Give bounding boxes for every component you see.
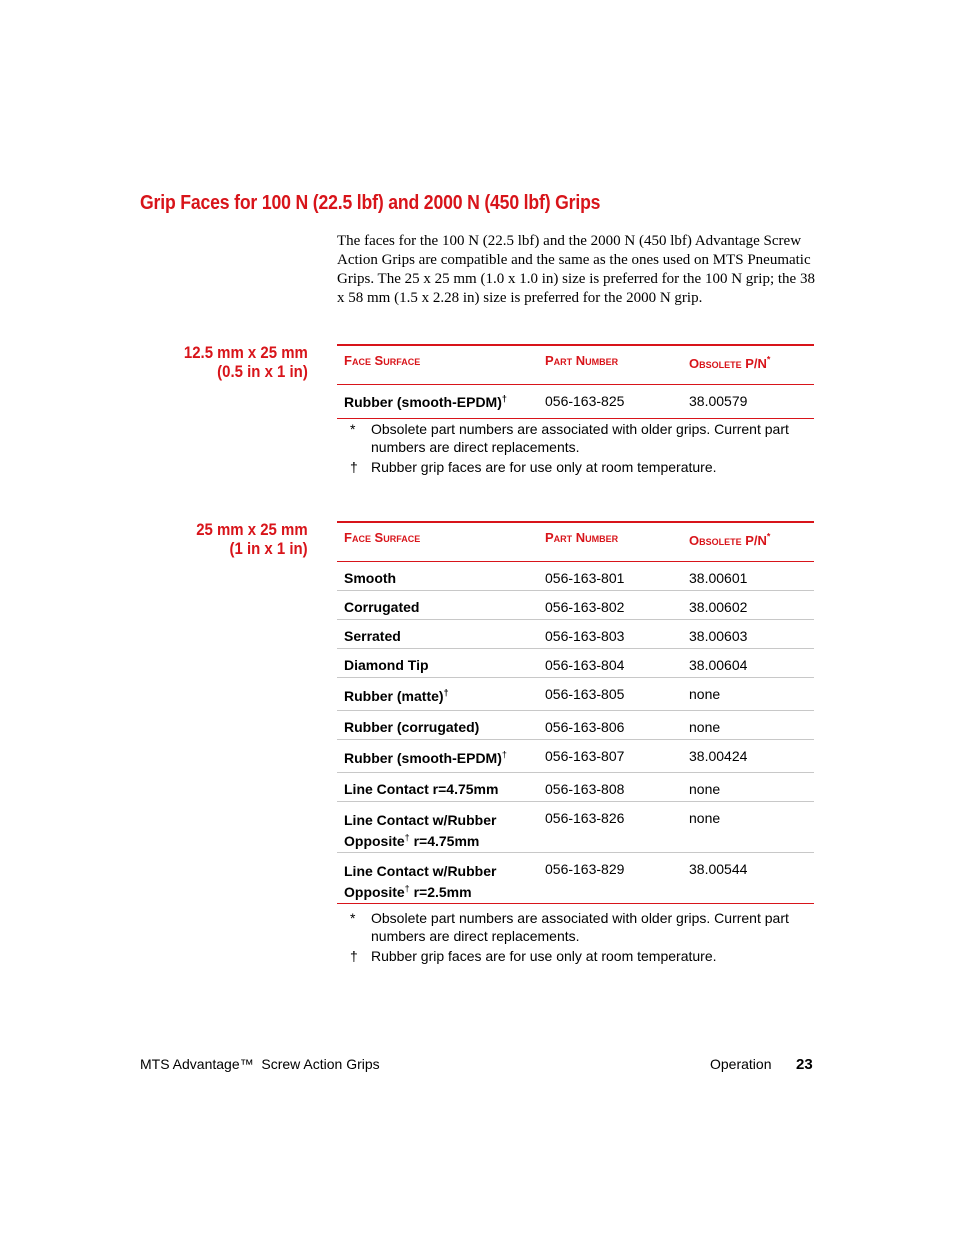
footnote: † Rubber grip faces are for use only at room temperature. bbox=[350, 948, 717, 964]
cell-part: 056-163-803 bbox=[538, 620, 682, 649]
table-row bbox=[337, 853, 814, 904]
cell-obsolete: none bbox=[682, 711, 814, 740]
cell-part: 056-163-807 bbox=[538, 740, 682, 773]
table-row bbox=[337, 773, 814, 802]
header-face-surface: Face Surface bbox=[337, 345, 538, 385]
table-row bbox=[337, 591, 814, 620]
header-obsolete-pn: Obsolete P/N* bbox=[682, 522, 814, 562]
cell-obsolete: none bbox=[682, 802, 814, 853]
cell-obsolete: 38.00424 bbox=[682, 740, 814, 773]
section1-heading bbox=[184, 343, 308, 381]
cell-part: 056-163-804 bbox=[538, 649, 682, 678]
cell-face: Smooth bbox=[337, 562, 538, 591]
cell-obsolete: 38.00603 bbox=[682, 620, 814, 649]
section2-heading-line1: 25 mm x 25 mm bbox=[196, 520, 308, 539]
table-row bbox=[337, 562, 814, 591]
cell-part: 056-163-808 bbox=[538, 773, 682, 802]
cell-obsolete: 38.00601 bbox=[682, 562, 814, 591]
header-part-number: Part Number bbox=[538, 522, 682, 562]
header-obsolete-pn: Obsolete P/N* bbox=[682, 345, 814, 385]
section1-notes bbox=[350, 420, 811, 478]
cell-part: 056-163-829 bbox=[538, 853, 682, 904]
table-header-row bbox=[337, 522, 814, 562]
cell-face: Rubber (smooth-EPDM)† bbox=[337, 740, 538, 773]
section1-heading-line1: 12.5 mm x 25 mm bbox=[184, 343, 308, 362]
cell-face: Diamond Tip bbox=[337, 649, 538, 678]
cell-obsolete: 38.00604 bbox=[682, 649, 814, 678]
footer-doc-title: MTS Advantage™ Screw Action Grips bbox=[140, 1056, 380, 1072]
cell-obsolete: 38.00544 bbox=[682, 853, 814, 904]
table-row bbox=[337, 620, 814, 649]
cell-obsolete: none bbox=[682, 773, 814, 802]
footnote: † Rubber grip faces are for use only at room temperature. bbox=[350, 459, 717, 475]
cell-face: Rubber (corrugated) bbox=[337, 711, 538, 740]
footnote: * Obsolete part numbers are associated with older grips. Current part numbers are direct replacements. bbox=[350, 421, 789, 455]
cell-face: Rubber (matte)† bbox=[337, 678, 538, 711]
header-part-number: Part Number bbox=[538, 345, 682, 385]
cell-face: Line Contact w/Rubber Opposite† r=4.75mm bbox=[337, 802, 538, 853]
cell-face: Line Contact w/Rubber Opposite† r=2.5mm bbox=[337, 853, 538, 904]
cell-face: Rubber (smooth-EPDM)† bbox=[337, 385, 538, 419]
section2-notes bbox=[350, 909, 811, 967]
cell-part: 056-163-826 bbox=[538, 802, 682, 853]
cell-face: Corrugated bbox=[337, 591, 538, 620]
cell-face: Line Contact r=4.75mm bbox=[337, 773, 538, 802]
parts-table-25mm bbox=[337, 521, 814, 904]
table-row bbox=[337, 678, 814, 711]
cell-obsolete: 38.00602 bbox=[682, 591, 814, 620]
header-face-surface: Face Surface bbox=[337, 522, 538, 562]
table-row bbox=[337, 740, 814, 773]
intro-paragraph: The faces for the 100 N (22.5 lbf) and the 2000 N (450 lbf) Advantage Screw Action Grips are compatible and the same as the ones used on MTS Pneumatic Grips. The 25 x 25 mm (1.0 x 1.0 in) size is preferred for the 100 N grip; the 38 x 58 mm (1.5 x 2.28 in) size is preferred for the 2000 N grip. bbox=[337, 233, 815, 306]
page-number: 23 bbox=[796, 1056, 813, 1073]
table-header-row bbox=[337, 345, 814, 385]
cell-part: 056-163-825 bbox=[538, 385, 682, 419]
cell-face: Serrated bbox=[337, 620, 538, 649]
table-row bbox=[337, 711, 814, 740]
table-row bbox=[337, 385, 814, 419]
table-row bbox=[337, 802, 814, 853]
cell-part: 056-163-801 bbox=[538, 562, 682, 591]
cell-obsolete: none bbox=[682, 678, 814, 711]
section2-heading-line2: (1 in x 1 in) bbox=[229, 539, 308, 558]
cell-part: 056-163-805 bbox=[538, 678, 682, 711]
footnote: * Obsolete part numbers are associated with older grips. Current part numbers are direct replacements. bbox=[350, 910, 789, 944]
section1-heading-line2: (0.5 in x 1 in) bbox=[217, 362, 308, 381]
cell-part: 056-163-802 bbox=[538, 591, 682, 620]
section2-heading bbox=[197, 520, 308, 558]
footer-section: Operation bbox=[710, 1056, 772, 1072]
page-title: Grip Faces for 100 N (22.5 lbf) and 2000 N (450 lbf) Grips bbox=[140, 191, 601, 214]
table-row bbox=[337, 649, 814, 678]
cell-obsolete: 38.00579 bbox=[682, 385, 814, 419]
cell-part: 056-163-806 bbox=[538, 711, 682, 740]
parts-table-12-5mm bbox=[337, 344, 814, 419]
